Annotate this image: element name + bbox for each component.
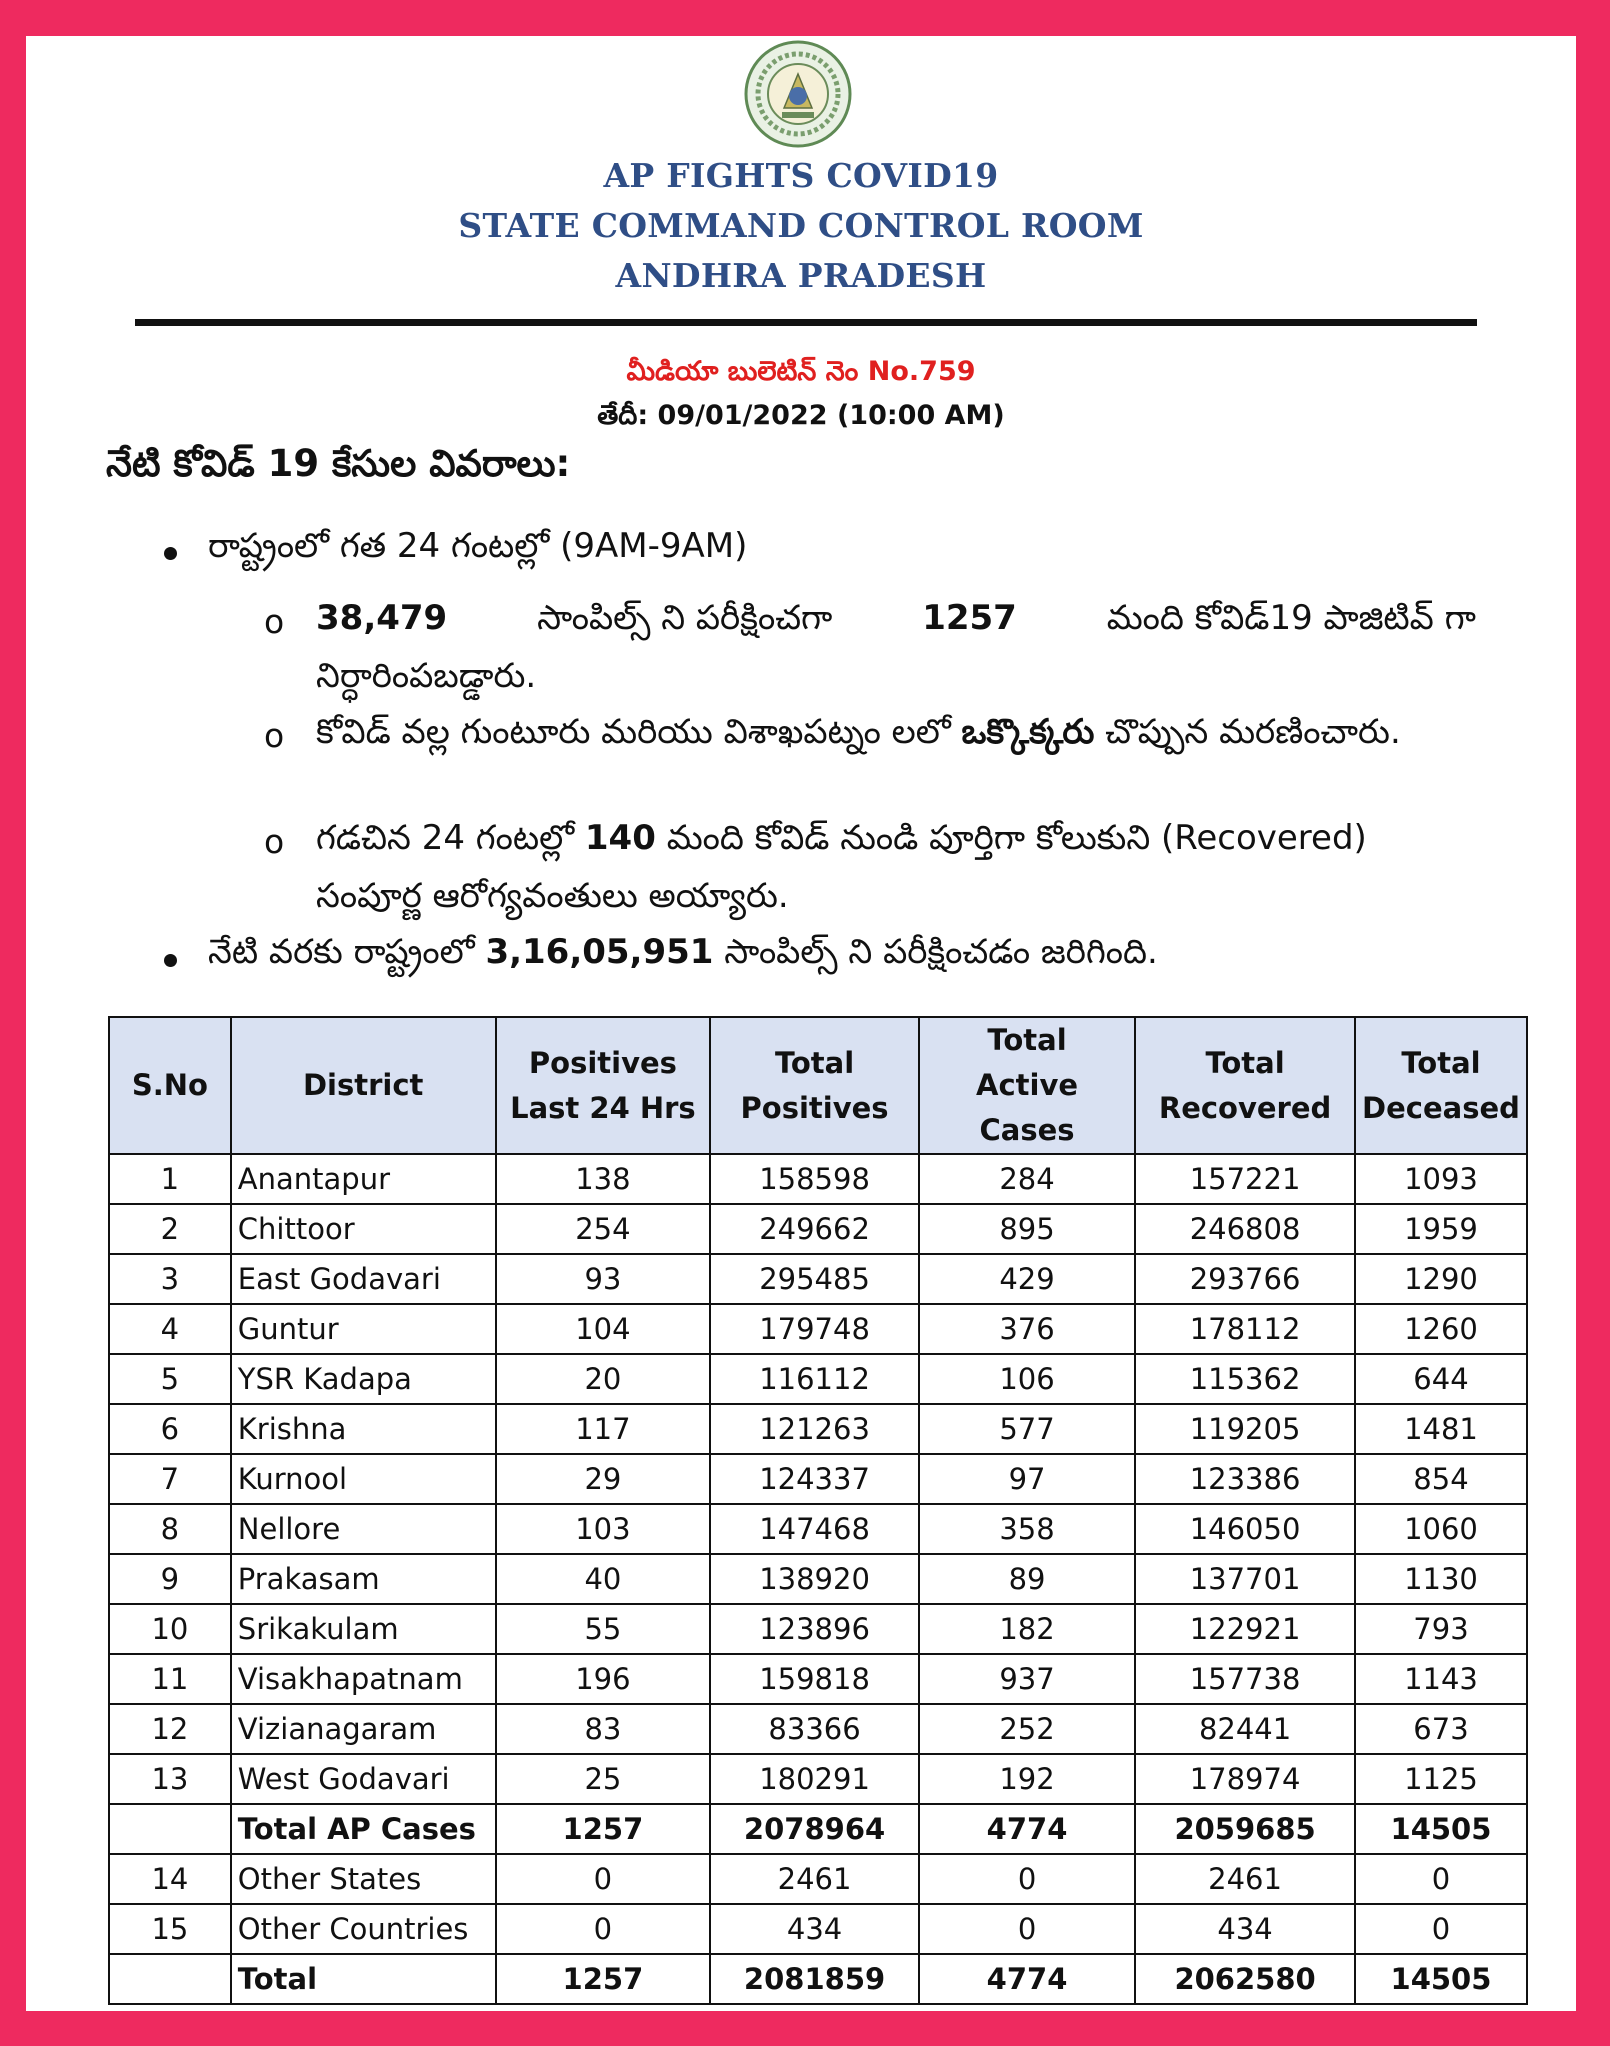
cell-district: Kurnool [231, 1454, 496, 1504]
cell-recovered: 2062580 [1135, 1954, 1355, 2004]
cell-district: Vizianagaram [231, 1704, 496, 1754]
sub-bullet-a-line-1 [316, 598, 1476, 646]
sub-bullet-marker: o [264, 602, 285, 641]
cell-pos24: 55 [496, 1604, 711, 1654]
column-header-total-active [919, 1017, 1135, 1154]
cell-deceased: 1959 [1355, 1204, 1527, 1254]
cell-sno: 3 [109, 1254, 231, 1304]
cell-district: West Godavari [231, 1754, 496, 1804]
cell-active: 577 [919, 1404, 1135, 1454]
sub-bullet-a-line-2: నిర్ధారింపబడ్డారు. [316, 656, 537, 696]
cell-pos24: 1257 [496, 1804, 711, 1854]
bullet-dot [164, 954, 177, 967]
header-line-3: ANDHRA PRADESH [615, 256, 987, 295]
cell-district: East Godavari [231, 1254, 496, 1304]
cell-sno: 13 [109, 1754, 231, 1804]
cell-recovered: 2461 [1135, 1854, 1355, 1904]
cell-deceased: 1093 [1355, 1154, 1527, 1204]
bulletin-number: మీడియా బులెటిన్ నెం No.759 [626, 356, 976, 387]
cell-totpos: 147468 [710, 1504, 919, 1554]
sub-bullet-a-text-1: సాంపిల్స్ ని పరీక్షించగా [537, 598, 833, 638]
cell-totpos: 295485 [710, 1254, 919, 1304]
table-header-row [109, 1017, 1527, 1154]
cell-active: 0 [919, 1904, 1135, 1954]
column-header-total-recovered [1135, 1017, 1355, 1154]
cell-district: Other Countries [231, 1904, 496, 1954]
cell-deceased: 1143 [1355, 1654, 1527, 1704]
bullet-2-text-2: సాంపిల్స్ ని పరీక్షించడం జరిగింది. [724, 932, 1158, 972]
cell-active: 4774 [919, 1954, 1135, 2004]
column-header-text: Total [1205, 1045, 1285, 1080]
cell-active: 895 [919, 1204, 1135, 1254]
table-row [109, 1504, 1527, 1554]
positive-count: 1257 [922, 598, 1017, 638]
table-row [109, 1204, 1527, 1254]
cell-district: Visakhapatnam [231, 1654, 496, 1704]
table-row [109, 1354, 1527, 1404]
cell-recovered: 137701 [1135, 1554, 1355, 1604]
cell-deceased: 1130 [1355, 1554, 1527, 1604]
bulletin-page [26, 36, 1576, 2011]
cell-pos24: 83 [496, 1704, 711, 1754]
cell-totpos: 116112 [710, 1354, 919, 1404]
cell-deceased: 0 [1355, 1904, 1527, 1954]
cell-pos24: 0 [496, 1904, 711, 1954]
cell-recovered: 119205 [1135, 1404, 1355, 1454]
cell-totpos: 159818 [710, 1654, 919, 1704]
cell-pos24: 29 [496, 1454, 711, 1504]
cell-pos24: 103 [496, 1504, 711, 1554]
cell-deceased: 673 [1355, 1704, 1527, 1754]
cell-recovered: 122921 [1135, 1604, 1355, 1654]
recovered-count: 140 [584, 818, 656, 858]
cell-district: Prakasam [231, 1554, 496, 1604]
table-row [109, 1554, 1527, 1604]
header-divider [135, 319, 1477, 326]
table-row [109, 1404, 1527, 1454]
table-row [109, 1304, 1527, 1354]
cell-sno: 8 [109, 1504, 231, 1554]
cell-sno: 1 [109, 1154, 231, 1204]
bullet-dot [164, 547, 177, 560]
sub-bullet-b-text-2: చొప్పున మరణించారు. [1105, 712, 1401, 752]
cell-pos24: 20 [496, 1354, 711, 1404]
cell-recovered: 157738 [1135, 1654, 1355, 1704]
column-header-text: Deceased [1362, 1090, 1520, 1125]
cell-district: Chittoor [231, 1204, 496, 1254]
cell-district: Total AP Cases [231, 1804, 496, 1854]
column-header-text: Total [987, 1023, 1067, 1057]
cell-pos24: 93 [496, 1254, 711, 1304]
sub-bullet-b-text-1: కోవిడ్ వల్ల గుంటూరు మరియు విశాఖపట్నం లలో [316, 712, 951, 752]
cell-recovered: 246808 [1135, 1204, 1355, 1254]
cell-recovered: 434 [1135, 1904, 1355, 1954]
sub-bullet-b-line [316, 712, 1401, 760]
section-title: నేటి కోవిడ్ 19 కేసుల వివరాలు: [106, 442, 571, 485]
cell-active: 284 [919, 1154, 1135, 1204]
cell-deceased: 14505 [1355, 1954, 1527, 2004]
cell-sno: 11 [109, 1654, 231, 1704]
cell-recovered: 123386 [1135, 1454, 1355, 1504]
cell-pos24: 196 [496, 1654, 711, 1704]
cell-recovered: 115362 [1135, 1354, 1355, 1404]
table-row [109, 1254, 1527, 1304]
cell-deceased: 1260 [1355, 1304, 1527, 1354]
cell-recovered: 178112 [1135, 1304, 1355, 1354]
cell-totpos: 124337 [710, 1454, 919, 1504]
cell-totpos: 138920 [710, 1554, 919, 1604]
cell-totpos: 83366 [710, 1704, 919, 1754]
column-header-total-deceased [1355, 1017, 1527, 1154]
cell-district: Anantapur [231, 1154, 496, 1204]
cell-sno: 5 [109, 1354, 231, 1404]
cell-pos24: 138 [496, 1154, 711, 1204]
sub-bullet-marker: o [264, 822, 285, 861]
samples-count: 38,479 [316, 598, 448, 638]
cell-totpos: 2461 [710, 1854, 919, 1904]
cell-district: Guntur [231, 1304, 496, 1354]
cell-pos24: 1257 [496, 1954, 711, 2004]
cell-recovered: 82441 [1135, 1704, 1355, 1754]
cell-recovered: 146050 [1135, 1504, 1355, 1554]
cell-pos24: 40 [496, 1554, 711, 1604]
table-row [109, 1904, 1527, 1954]
column-header-text: Total [774, 1045, 855, 1080]
table-row [109, 1804, 1527, 1854]
cell-totpos: 158598 [710, 1154, 919, 1204]
cell-totpos: 2081859 [710, 1954, 919, 2004]
header-line-2: STATE COMMAND CONTROL ROOM [458, 206, 1144, 245]
cell-pos24: 254 [496, 1204, 711, 1254]
bulletin-date [26, 400, 1576, 438]
column-header-text: Total [1401, 1045, 1481, 1080]
cell-active: 106 [919, 1354, 1135, 1404]
cell-active: 376 [919, 1304, 1135, 1354]
column-header-sno [109, 1017, 231, 1154]
cell-active: 937 [919, 1654, 1135, 1704]
column-header-text: Last 24 Hrs [510, 1090, 696, 1125]
cell-recovered: 157221 [1135, 1154, 1355, 1204]
cell-sno: 4 [109, 1304, 231, 1354]
cell-sno: 7 [109, 1454, 231, 1504]
cell-deceased: 14505 [1355, 1804, 1527, 1854]
bullet-2-text-1: నేటి వరకు రాష్ట్రంలో [208, 932, 475, 972]
cell-deceased: 854 [1355, 1454, 1527, 1504]
cell-totpos: 180291 [710, 1754, 919, 1804]
cell-recovered: 2059685 [1135, 1804, 1355, 1854]
cell-active: 429 [919, 1254, 1135, 1304]
cell-district: Nellore [231, 1504, 496, 1554]
column-header-total-positives [710, 1017, 919, 1154]
cell-district: Srikakulam [231, 1604, 496, 1654]
cell-active: 4774 [919, 1804, 1135, 1854]
cell-sno: 14 [109, 1854, 231, 1904]
cell-sno: 2 [109, 1204, 231, 1254]
cell-pos24: 117 [496, 1404, 711, 1454]
table-row [109, 1704, 1527, 1754]
column-header-district [231, 1017, 496, 1154]
sub-bullet-a-text-2: మంది కోవిడ్19 పాజిటివ్ గా [1106, 598, 1476, 638]
table-row [109, 1154, 1527, 1204]
bullet-1-text: రాష్ట్రంలో గత 24 గంటల్లో (9AM-9AM) [208, 526, 748, 566]
cell-pos24: 0 [496, 1854, 711, 1904]
district-cases-table [108, 1016, 1528, 2005]
cell-totpos: 121263 [710, 1404, 919, 1454]
column-header-text: Positives [740, 1090, 889, 1125]
cell-recovered: 178974 [1135, 1754, 1355, 1804]
cell-deceased: 0 [1355, 1854, 1527, 1904]
table-row [109, 1654, 1527, 1704]
cell-active: 252 [919, 1704, 1135, 1754]
cell-sno [109, 1954, 231, 2004]
sub-bullet-c-line-1 [316, 818, 1367, 866]
column-header-text: Active Cases [976, 1068, 1079, 1147]
cell-active: 89 [919, 1554, 1135, 1604]
cell-recovered: 293766 [1135, 1254, 1355, 1304]
cell-sno: 15 [109, 1904, 231, 1954]
bullet-2-text [208, 932, 1158, 980]
date-value: 09/01/2022 (10:00 AM) [657, 400, 1005, 431]
cell-district: YSR Kadapa [231, 1354, 496, 1404]
cell-district: Other States [231, 1854, 496, 1904]
cell-district: Krishna [231, 1404, 496, 1454]
cell-deceased: 793 [1355, 1604, 1527, 1654]
ap-state-emblem-icon [740, 38, 856, 150]
cell-deceased: 1125 [1355, 1754, 1527, 1804]
cell-active: 358 [919, 1504, 1135, 1554]
sub-bullet-b-bold: ఒక్కొక్కరు [961, 712, 1095, 752]
cell-district: Total [231, 1954, 496, 2004]
sub-bullet-c-line-2: సంపూర్ణ ఆరోగ్యవంతులు అయ్యారు. [316, 876, 789, 916]
cell-totpos: 179748 [710, 1304, 919, 1354]
table-row [109, 1454, 1527, 1504]
column-header-text: Positives [528, 1045, 677, 1080]
cell-sno: 9 [109, 1554, 231, 1604]
cell-deceased: 1290 [1355, 1254, 1527, 1304]
cell-sno: 10 [109, 1604, 231, 1654]
date-prefix: తేదీ: [597, 400, 649, 431]
cell-totpos: 249662 [710, 1204, 919, 1254]
cell-totpos: 2078964 [710, 1804, 919, 1854]
sub-bullet-marker: o [264, 716, 285, 755]
table-body [109, 1154, 1527, 2004]
cell-pos24: 104 [496, 1304, 711, 1354]
cell-totpos: 434 [710, 1904, 919, 1954]
cell-active: 192 [919, 1754, 1135, 1804]
cell-deceased: 1481 [1355, 1404, 1527, 1454]
table-row [109, 1954, 1527, 2004]
cell-deceased: 644 [1355, 1354, 1527, 1404]
column-header-text: Recovered [1158, 1090, 1332, 1125]
cell-sno: 12 [109, 1704, 231, 1754]
cell-active: 0 [919, 1854, 1135, 1904]
cell-active: 97 [919, 1454, 1135, 1504]
cell-active: 182 [919, 1604, 1135, 1654]
column-header-text: S.No [131, 1068, 208, 1102]
table-row [109, 1754, 1527, 1804]
sub-bullet-c-text-1: గడచిన 24 గంటల్లో [316, 818, 575, 858]
column-header-text: District [302, 1068, 424, 1102]
sub-bullet-c-text-2: మంది కోవిడ్ నుండి పూర్తిగా కోలుకుని (Recovered) [666, 818, 1367, 858]
total-samples-count: 3,16,05,951 [485, 932, 714, 972]
table-row [109, 1854, 1527, 1904]
column-header-positives-24h [496, 1017, 711, 1154]
cell-deceased: 1060 [1355, 1504, 1527, 1554]
cell-sno: 6 [109, 1404, 231, 1454]
table-row [109, 1604, 1527, 1654]
cell-sno [109, 1804, 231, 1854]
header-line-1: AP FIGHTS COVID19 [603, 156, 999, 195]
cell-totpos: 123896 [710, 1604, 919, 1654]
cell-pos24: 25 [496, 1754, 711, 1804]
